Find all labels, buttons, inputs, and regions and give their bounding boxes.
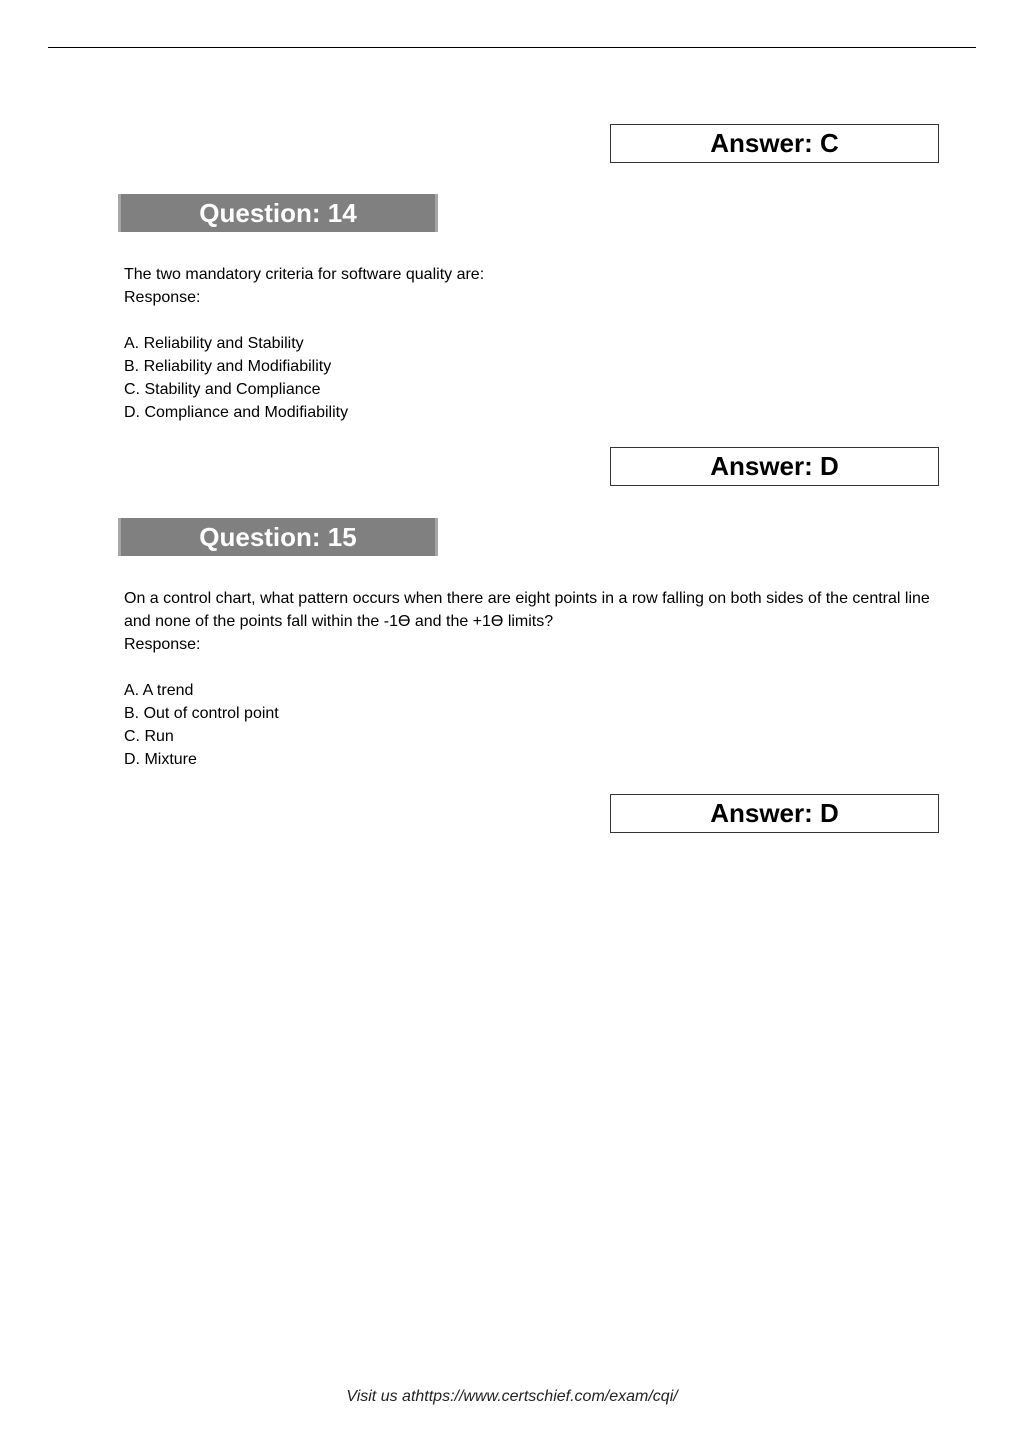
question-body-15 (124, 587, 944, 771)
footer-link-text[interactable]: Visit us athttps://www.certschief.com/exam/cqi/ (346, 1388, 678, 1405)
question-title: Question: 14 (199, 197, 357, 228)
option-a: A. A trend (124, 682, 194, 699)
answer-box-15 (610, 794, 939, 833)
option-b: B. Reliability and Modifiability (124, 358, 332, 375)
question-body-14 (124, 263, 944, 424)
response-label: Response: (124, 636, 201, 653)
answer-label: Answer: D (710, 798, 839, 828)
options-list (124, 332, 944, 424)
question-header-14 (118, 194, 438, 232)
option-d: D. Mixture (124, 751, 197, 768)
option-a: A. Reliability and Stability (124, 335, 304, 352)
question-text: On a control chart, what pattern occurs when there are eight points in a row falling on both sides of the central line and none of the points fall within the -1ϴ and the +1ϴ limits? (124, 590, 930, 630)
option-c: C. Stability and Compliance (124, 381, 321, 398)
question-text: The two mandatory criteria for software quality are: (124, 266, 485, 283)
answer-box-14 (610, 447, 939, 486)
question-title: Question: 15 (199, 521, 357, 552)
option-b: B. Out of control point (124, 705, 279, 722)
options-list (124, 679, 944, 771)
response-label: Response: (124, 289, 201, 306)
question-header-15 (118, 518, 438, 556)
answer-label: Answer: D (710, 451, 839, 481)
answer-box-prev (610, 124, 939, 163)
option-d: D. Compliance and Modifiability (124, 404, 349, 421)
header-rule (48, 47, 976, 48)
answer-label: Answer: C (710, 128, 839, 158)
option-c: C. Run (124, 728, 174, 745)
